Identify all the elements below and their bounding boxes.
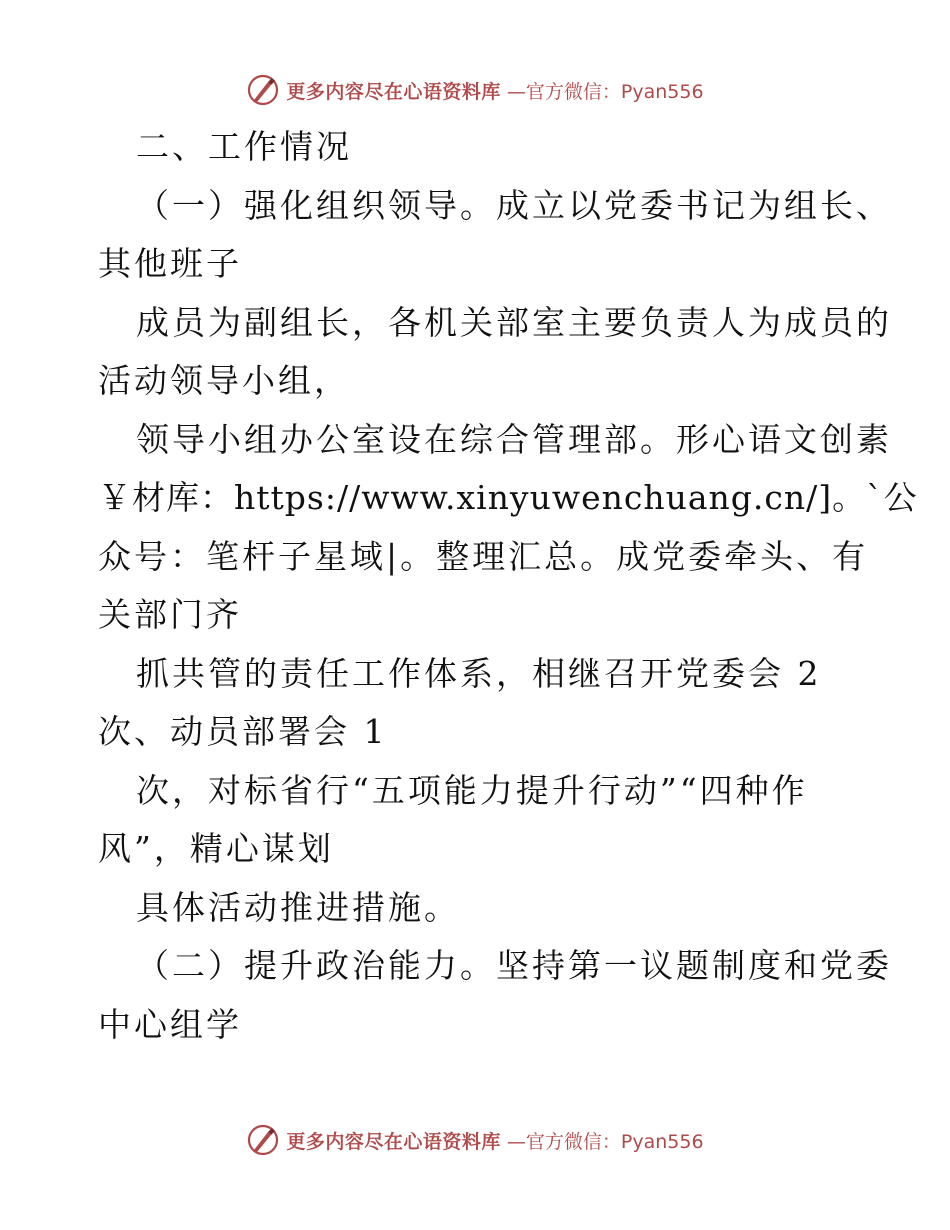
document-body (98, 118, 918, 1054)
paragraph-line: （一）强化组织领导。成立以党委书记为组长、 (136, 185, 892, 225)
footer-watermark-banner (0, 1120, 950, 1160)
paragraph-line: 中心组学 (98, 1004, 242, 1044)
official-wechat: —官方微信：Pyan556 (506, 80, 704, 103)
paragraph-line: ￥材库：https://www.xinyuwenchuang.cn/]。`公 (98, 478, 918, 517)
paragraph-line: 次，对标省行“五项能力提升行动”“四种作 (136, 770, 808, 810)
official-wechat: —官方微信：Pyan556 (506, 1130, 704, 1153)
paragraph-line: 众号：笔杆子星域|。整理汇总。成党委牵头、有 (98, 536, 869, 576)
paragraph-line: 其他班子 (98, 244, 242, 283)
section-heading: 二、工作情况 (136, 127, 352, 166)
site-name: 更多内容尽在心语资料库 (286, 80, 501, 103)
paragraph-line: 风”，精心谋划 (98, 829, 334, 868)
quill-pen-circle-icon (246, 73, 280, 107)
paragraph-line: 抓共管的责任工作体系，相继召开党委会 2 (136, 653, 822, 693)
paragraph-line: 领导小组办公室设在综合管理部。形心语文创素 (136, 419, 892, 459)
paragraph-line: 成员为副组长，各机关部室主要负责人为成员的 (136, 302, 892, 342)
paragraph-line: 具体活动推进措施。 (136, 887, 460, 927)
header-watermark-banner (0, 70, 950, 110)
quill-pen-circle-icon (246, 1123, 280, 1157)
paragraph-line: 活动领导小组， (98, 361, 350, 400)
paragraph-line: 次、动员部署会 1 (98, 712, 388, 751)
paragraph-line: 关部门齐 (98, 595, 242, 634)
paragraph-line: （二）提升政治能力。坚持第一议题制度和党委 (136, 946, 892, 985)
site-name: 更多内容尽在心语资料库 (286, 1130, 501, 1153)
